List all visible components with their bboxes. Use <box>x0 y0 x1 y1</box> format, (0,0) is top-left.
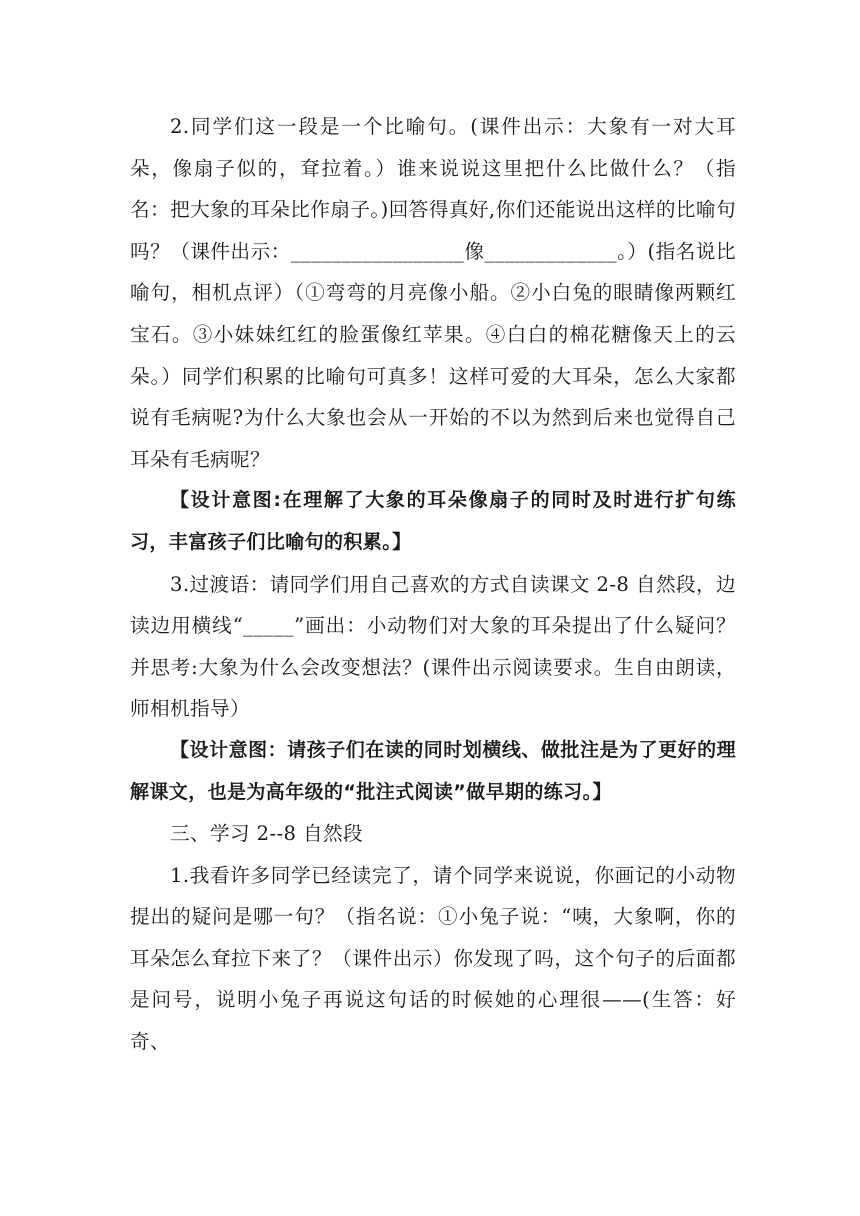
paragraph-rabbit-question: 1.我看许多同学已经读完了，请个同学来说说，你画记的小动物提出的疑问是哪一句？（指名说：①小兔子说：“咦，大象啊，你的耳朵怎么耷拉下来了？（课件出示）你发现了吗，这个句子的后面都是问号，说明小兔子再说这句话的时候她的心理很——(生答：好奇、 <box>130 863 736 1054</box>
paragraph-transition: 3.过渡语：请同学们用自己喜欢的方式自读课文 2-8 自然段，边读边用横线“_____”画出：小动物们对大象的耳朵提出了什么疑问？并思考:大象为什么会改变想法？(课件出示阅读要求。生自由朗读，师相机指导） <box>130 572 736 721</box>
design-intent-metaphor: 【设计意图:在理解了大象的耳朵像扇子的同时及时进行扩句练习，丰富孩子们比喻句的积累。】 <box>130 489 736 553</box>
paragraph-metaphor-discussion: 2.同学们这一段是一个比喻句。(课件出示：大象有一对大耳朵，像扇子似的，耷拉着。）谁来说说这里把什么比做什么？（指名：把大象的耳朵比作扇子。)回答得真好,你们还能说出这样的比喻句吗？（课件出示：_________________像_____________。）(指名说比喻句，相机点评）（①弯弯的月亮像小船。②小白兔的眼睛像两颗红宝石。③小妹妹红红的脸蛋像红苹果。④白白的棉花糖像天上的云朵。）同学们积累的比喻句可真多！这样可爱的大耳朵，怎么大家都说有毛病呢?为什么大象也会从一开始的不以为然到后来也觉得自己耳朵有毛病呢？ <box>130 115 736 471</box>
design-intent-annotation: 【设计意图：请孩子们在读的同时划横线、做批注是为了更好的理解课文，也是为高年级的“批注式阅读”做早期的练习。】 <box>130 738 736 803</box>
document-body <box>130 106 736 1063</box>
section-heading-study: 三、学习 2--8 自然段 <box>170 822 363 846</box>
